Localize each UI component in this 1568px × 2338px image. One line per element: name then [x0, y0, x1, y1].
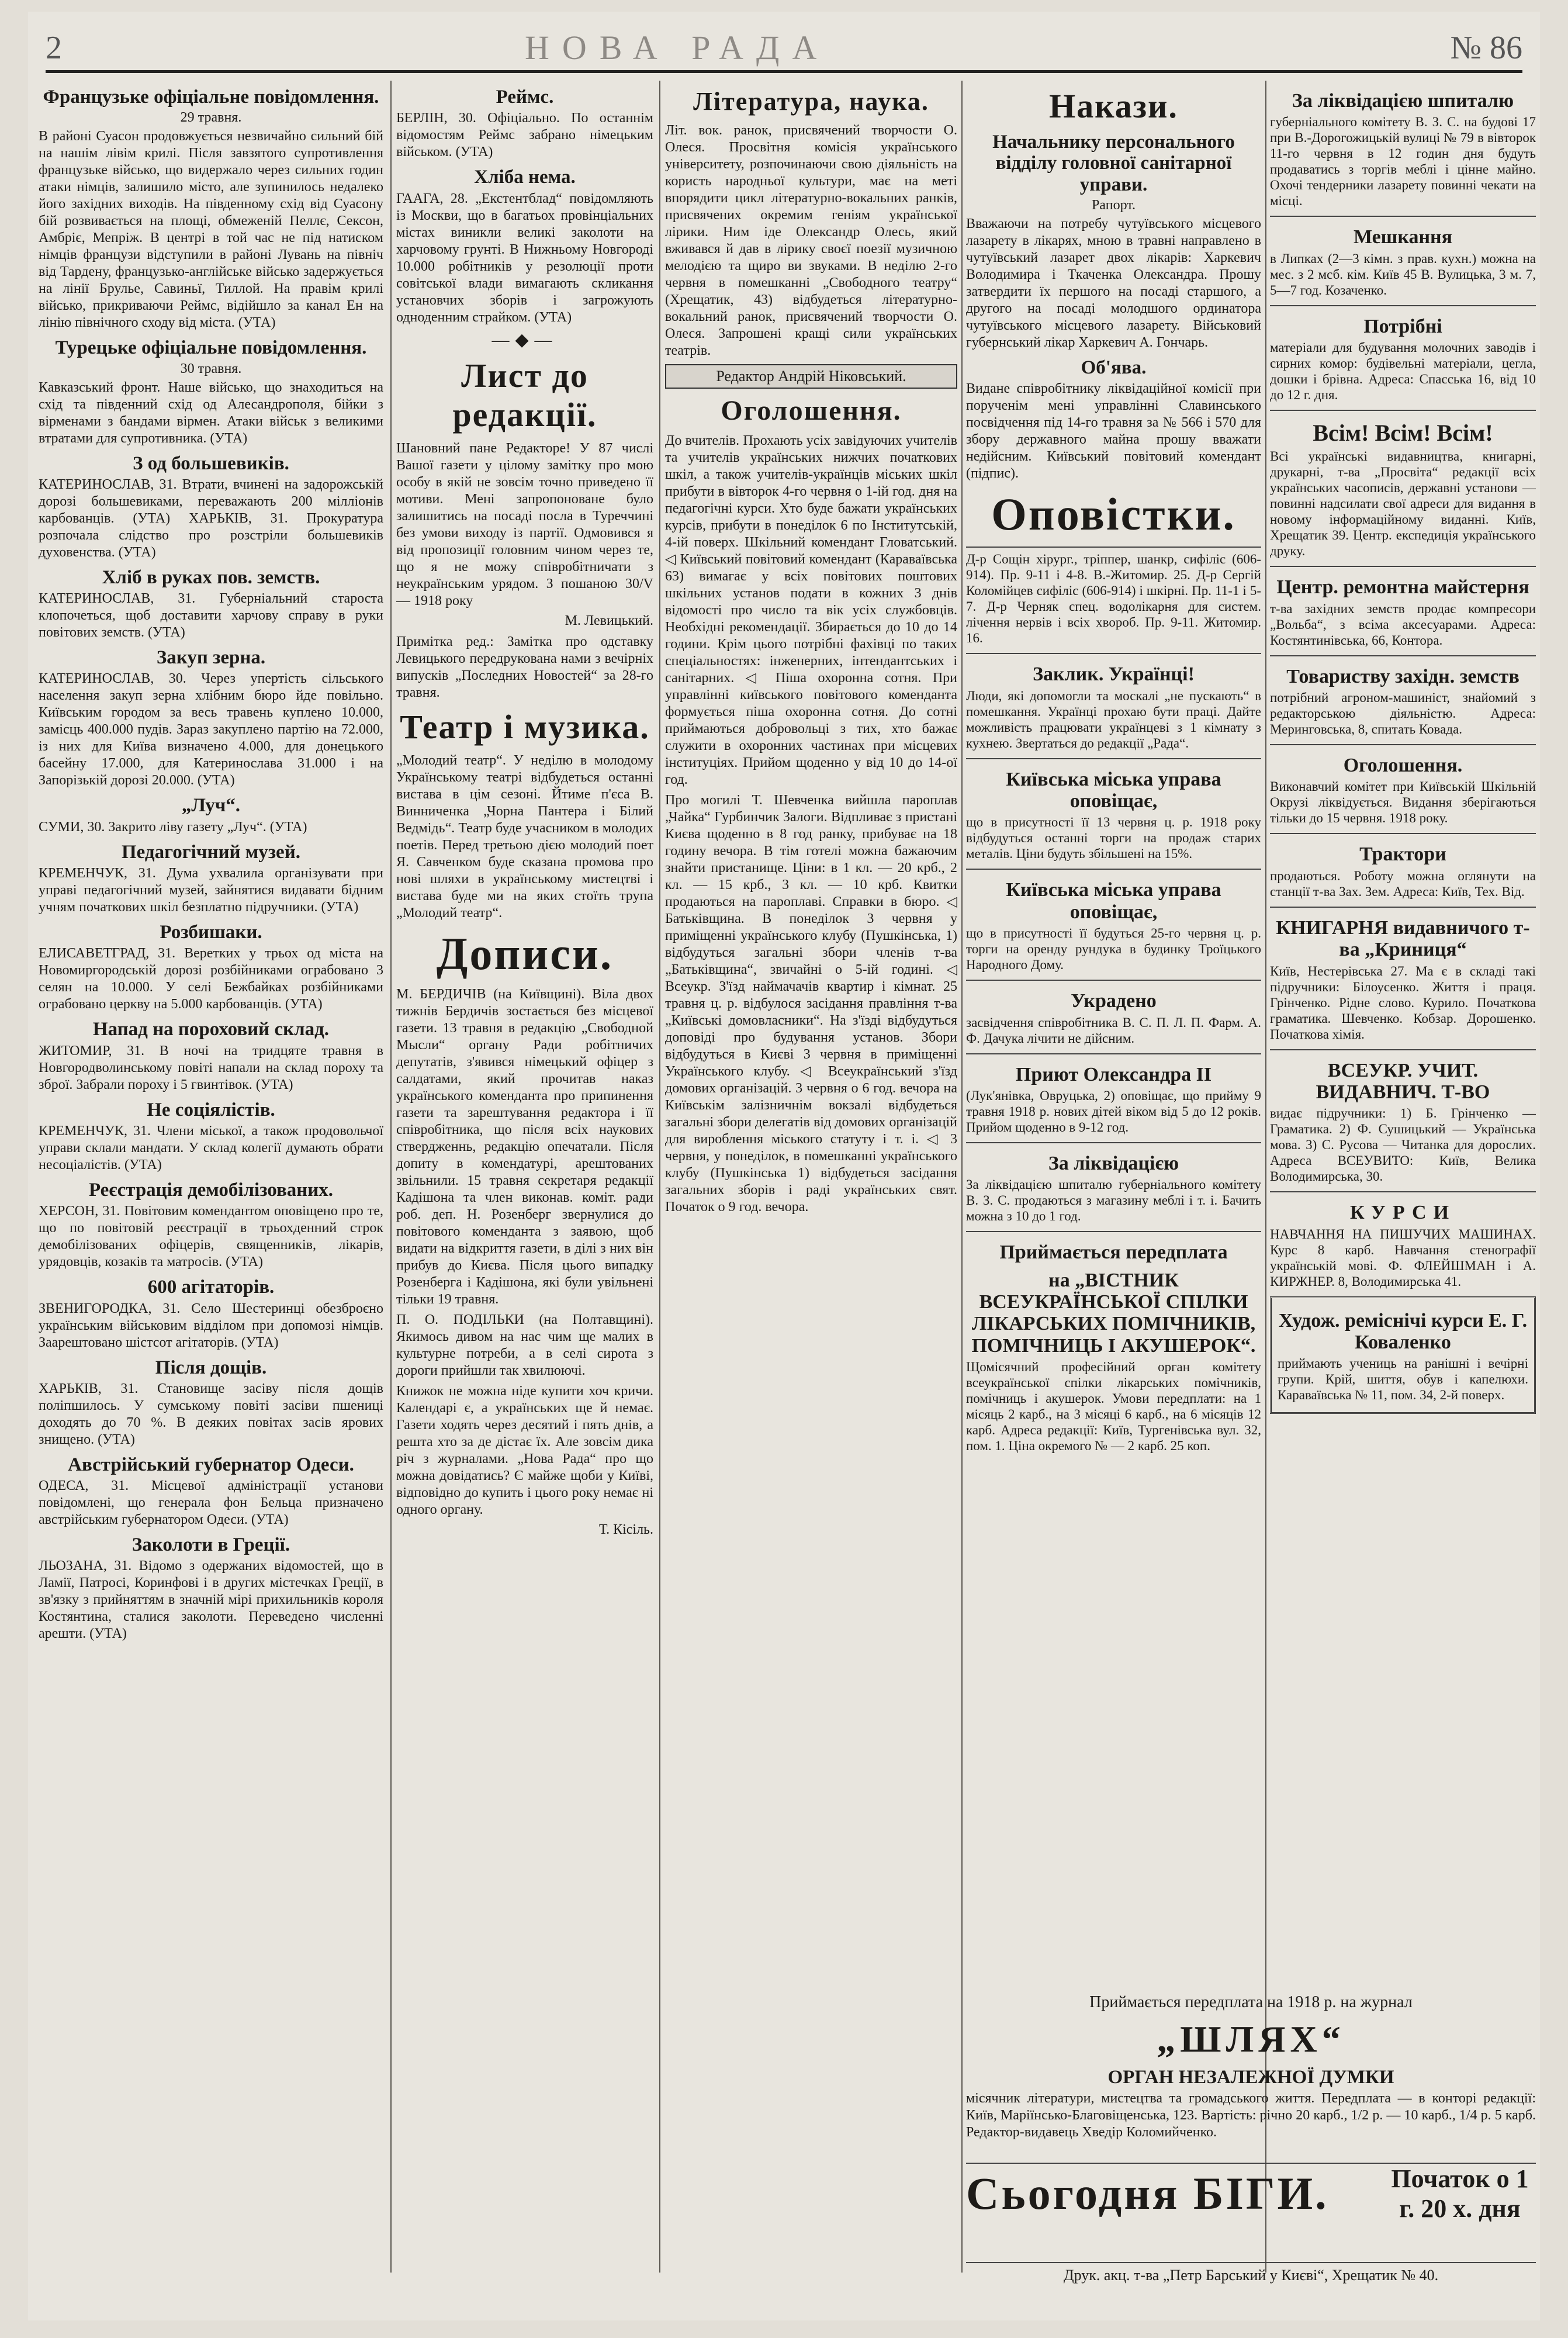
- article-text: КРЕМЕНЧУК, 31. Члени міської, а також продовольчої управи склали мандати. У склад колегії думають обрати несоціалістів. (УТА): [39, 1123, 383, 1173]
- article-title: Заколоти в Греції.: [131, 1534, 290, 1556]
- column-2: [396, 81, 653, 2267]
- article-text: Літ. вок. ранок, присвячений творчости О. Олеся. Просвітня комісія українського університету, розпочинаючи свою діяльність на користь народньої культури, має на меті впорядити цикл літературно-вокальних ранків, присвячених окремим геніям української лірики. Ним іде Олександр Олесь, який вживався й дав в лірику своєї поезії музичною мелодією та щиро ви звуками. В неділю 2-го червня в помешканні „Свободного театру“ (Хрещатик, 43) відбудеться літературно-вокальний ранок, присвячений творчости О. Олеся. Запрошені кращі сили українських театрів.: [665, 123, 957, 358]
- ad-block: [966, 653, 1261, 758]
- ad-block: [1270, 833, 1536, 906]
- ad-title: КУРСИ: [1349, 1202, 1456, 1224]
- newspaper-page: [28, 12, 1540, 2320]
- article-date: 30 травня.: [180, 361, 242, 376]
- journal-name: „ШЛЯХ“: [1157, 2018, 1345, 2060]
- ad-text: в Липках (2—3 кімн. з прав. кухн.) можна на мес. з 2 мсб. кім. Київ 45 В. Вулицька, 3 м. 7, 5—7 год. Козаченко.: [1270, 251, 1536, 298]
- column-divider: [1265, 81, 1266, 2273]
- ad-text: що в присутності її 13 червня ц. р. 1918 року відбудуться останні торги на продаж старих металів. Ціни будуть збільшені на 15%.: [966, 815, 1261, 862]
- article-title: Реєстрація демобілізованих.: [88, 1179, 334, 1201]
- article-text: КАТЕРИНОСЛАВ, 31. Губерніальний староста клопочеться, щоб доставити харчову справу в руки повітових земств. (УТА): [39, 591, 383, 641]
- article-text: ХЕРСОН, 31. Повітовим комендантом оповіщено про те, що по повітовій реєстрації в трьохденний строк демобілізованих офіцерів, священників, лікарів, урядовців, козаків та матросів. (УТА): [39, 1203, 383, 1270]
- article-text: БЕРЛІН, 30. Офіціально. По останнім відомостям Реймс забрано німецьким військом. (УТА): [396, 110, 653, 160]
- ad-text: Виконавчий комітет при Київській Шкільній Окрузі ліквідується. Видання зберігаються тільки до 15 червня. 1918 року.: [1270, 779, 1536, 826]
- article-signature: М. Левицький.: [565, 613, 653, 628]
- ad-block: [1270, 744, 1536, 833]
- section-title: Театр і музика.: [400, 707, 650, 746]
- article-title: Реймс.: [496, 87, 554, 108]
- ad-text: матеріали для будування молочних заводів і сирних комор: будівельні матеріали, цегла, дошки і брівна. Адреса: Спасська 16, від 10 до 12 г. дня.: [1270, 340, 1536, 403]
- races-title: Сьогодня БІГИ.: [966, 2168, 1329, 2219]
- section-title: Література, наука.: [693, 87, 929, 116]
- ad-text: (Лук'янівка, Овруцька, 2) оповіщає, що прийму 9 травня 1918 р. нових дітей віком від 5 до 12 років. Прийом щоденно в 9-12 год.: [966, 1088, 1261, 1135]
- article-title: Об'ява.: [1081, 357, 1147, 378]
- printer-imprint: Друк. акц. т-ва „Петр Барський у Києві“, Хрещатик № 40.: [966, 2262, 1536, 2284]
- ad-block: [1270, 305, 1536, 410]
- ad-text: продаються. Роботу можна оглянути на станції т-ва Зах. Зем. Адреса: Київ, Тех. Від.: [1270, 868, 1536, 899]
- ad-block: [1270, 1191, 1536, 1296]
- article-text: КАТЕРИНОСЛАВ, 30. Через упертість сільського населення закуп зерна хлібним бюро йде повільно. Київським городом за весь травень куплено 10.000, замісць 400.000 пудів. Зараз закуплено партію на 72.000, із них для Київа визначено 4.000, для донецького басейну 17.000, для Катеринослава 31.000 і на Запорізькій дорозі 20.000. (УТА): [39, 671, 383, 788]
- ad-text: За ліквідацією шпиталю губерніального комітету В. З. С. продаються з магазину меблі і т. і. Бачить можна з 10 до 1 год.: [966, 1177, 1261, 1224]
- ad-block: [966, 1142, 1261, 1231]
- masthead: [46, 18, 1522, 73]
- ad-text: місячник літератури, мистецтва та громадського життя. Передплата — в конторі редакції: Київ, Маріїнсько-Благовіщенська, 123. Вартість: річно 20 карб., 1/2 р. — 10 карб., 1/4 р. 5 карб. Редактор-видавець Хведір Коломийченко.: [966, 2091, 1536, 2140]
- article-date: 29 травня.: [180, 110, 242, 126]
- ad-title: ВСЕУКР. УЧИТ. ВИДАВНИЧ. Т-ВО: [1316, 1059, 1490, 1103]
- ad-text: Д-р Сощін хірург., тріппер, шанкр, сифіліс (606-914). Пр. 9-11 і 4-8. В.-Житомир. 25. Д-р Сергій Коломійцев сифіліс (606-914) і шкірні. Пр. 11-1 і 5-7. Д-р Черняк спец. водолікарня для систем. лічення нервів і всіх хвороб. Пр. 9-11. Житомир. 16.: [966, 552, 1261, 646]
- ad-title: Всім! Всім! Всім!: [1313, 420, 1493, 447]
- article-text: Кавказський фронт. Наше військо, що знаходиться на схід та південний схід од Алесандрополя, бійки з вірменами з бандами вірмен. Атаки військ з великими втратами для супротивника. (УТА): [39, 379, 383, 446]
- ad-title: Трактори: [1359, 843, 1446, 866]
- column-1: [39, 81, 383, 2267]
- column-3: [665, 81, 957, 2267]
- ad-text: приймають учениць на ранішні і вечірні групи. Крій, шиття, обув і капелюхи. Караваївська № 11, пом. 34, 2-й поверх.: [1278, 1356, 1528, 1403]
- column-divider: [390, 81, 392, 2273]
- article-title: Після дощів.: [155, 1357, 267, 1378]
- ad-title: За ліквідацією: [1048, 1152, 1179, 1174]
- article-title: Педагогічний музей.: [122, 841, 300, 863]
- column-4: [966, 81, 1261, 2267]
- article-title: Французьке офіціальне повідомлення.: [43, 87, 379, 108]
- ad-text: потрібний агроном-машиніст, знайомий з редакторською діяльністю. Адреса: Меринговська, 8, спитать Ковада.: [1270, 690, 1536, 736]
- editor-note: Примітка ред.: Замітка про одставку Левицького передрукована нами з вечірніх випусків „Последних Новостей“ за 28-го травня.: [396, 634, 653, 700]
- article-text: КРЕМЕНЧУК, 31. Дума ухвалила організувати при управі педагогічний музей, зайнятися видавати бідним учням початкових шкіл безплатно підручники. (УТА): [39, 866, 383, 915]
- section-title: Оголошення.: [721, 395, 902, 426]
- article-text: В районі Суасон продовжується незвичайно сильний бій на нашім лівім крилі. Після завзятого супротивлення французьке військо, що видержало через сильних годин атаки німців, залишило місто, але зупинилось недалеко його західних виходів. На південному схід від Суасону бій розвивається на площі, обмеженій Пеллє, Сексон, Амбріє, Мепріж. В центрі в той час не під натиском німців французи відступили в районі Лувань на північ від Тардену, французько-англійське військо задержується на лінії Брулье, Савиньї, Тиллой. На правім крилі військо, прикриваючи Реймс, відійшло за канал Ен на лінію північного сходу від міста. (УТА): [39, 129, 383, 331]
- ad-title: Приймається передплата: [999, 1241, 1228, 1264]
- ad-text: Київ, Нестерівська 27. Ма є в складі такі підручники: Білоусенко. Життя і праця. Грінченко. Рідне слово. Курило. Початкова граматика. Шевченко. Кобзар. Дорошенко. Початкова хімія.: [1270, 963, 1536, 1042]
- article-title: Напад на пороховий склад.: [92, 1019, 330, 1040]
- article-text: Шановний пане Редакторе! У 87 числі Вашої газети у цілому замітку про мою особу в якій не зовсім точно приведено її мотиви. Мені запропоноване було залишитись на посаді посла в Туреччині без умови виходу із партії. Одмовився я від пропозиції головним чином через те, що я не можу співробітничати з неукраїнським урядом. З пошаною 30/V — 1918 року: [396, 440, 653, 608]
- article-text: ЗВЕНИГОРОДКА, 31. Село Шестеринці обезброєно українським військовим відділом при допомозі німців. Заарештовано шістсот агітаторів. (УТА): [39, 1301, 383, 1350]
- ad-title: Потрібні: [1363, 315, 1442, 337]
- ad-block: [1270, 410, 1536, 566]
- newspaper-name: НОВА РАДА: [525, 29, 830, 67]
- ad-title: Украдено: [1071, 990, 1157, 1012]
- ad-title: Оголошення.: [1343, 754, 1463, 776]
- article-label: Рапорт.: [1092, 197, 1136, 213]
- article-title: Розбишаки.: [160, 922, 262, 943]
- article-title: Хліб в руках пов. земств.: [102, 566, 320, 588]
- ad-text: що в присутності її будуться 25-го червня ц. р. торги на оренду рундука в будинку Троїцького Народного Дому.: [966, 926, 1261, 973]
- races-time: Початок о 1 г. 20 х. дня: [1391, 2164, 1529, 2223]
- article-text: ЕЛИСАВЕТГРАД, 31. Веретких у трьох од міста на Новомиргородській дорозі розбійниками ограбовано 3 селян на 10.000. У селі Бежбайках розбійниками ограбовано церкву на 5.000 карбованців. (УТА): [39, 946, 383, 1012]
- ad-text: Всі українські видавництва, книгарні, друкарні, т-ва „Просвіта“ редакції всіх українських часописів, державні установи — повинні надсилати свої адреси для видання в новому інформаційному виданні. Київ, Хрещатик 39. Центр. експедиція українського друку.: [1270, 449, 1536, 559]
- journal-subtitle: ОРГАН НЕЗАЛЕЖНОЇ ДУМКИ: [1107, 2067, 1394, 2088]
- issue-number: № 86: [1450, 30, 1522, 66]
- section-title: Накази.: [1049, 87, 1178, 125]
- ad-title: Товариству західн. земств: [1286, 665, 1519, 687]
- article-text: „Молодий театр“. У неділю в молодому Українському театрі відбудеться останні вистава в цім сезоні. Йтиме п'єса В. Винниченка „Чорна Пантера і Білий Ведмідь“. Театр буде учасником в молодих поетів. Перед третьою дією молодий поет Я. Савченком буде сказана промова про нові шляхи в українському мистецтві і вистава буде ми на яких стоїть трупа „Молодий театр“.: [396, 752, 653, 921]
- ad-text: т-ва західних земств продає компресори „Вольба“, з всіма аксесуарами. Адреса: Костянтинівська, 66, Контора.: [1270, 601, 1536, 648]
- article-text: СУМИ, 30. Закрито ліву газету „Луч“. (УТА): [39, 819, 307, 835]
- column-5: [1270, 81, 1536, 2267]
- ad-title: Київська міська управа оповіщає,: [1006, 879, 1221, 923]
- ad-block: [966, 547, 1261, 653]
- article-text: До вчителів. Прохають усіх завідуючих учителів та учителів українських нижчих початкових шкіл, а також учителів-українців міських шкіл прибути в вівторок 4-го червня о 1-ій год. дня на педагогічні курси. Хто буде бажати українських курсів, прибути в понеділок 6 по Інститутській, 4-ій поверх. Шкільний комендант Гловатський. ◁ Київський повітовий комендант (Караваївська 63) вимагає у всіх повітових поштових шкільних установ подати в кожних 3 днів відомості про число та вік усіх службовців. Необхідні рекомендації. Збирається до 10 до 14 години. Крім цього потрібні фахівці по таких спеціальностях: інженерних, інтендантських і санітарних. ◁ Піша охоронна сотня. При управлінні київського повітового коменданта формується піша охоронна сотня. До сотні приймаються добровольці з тих, хто бажає служити в охоронних частинах при місцевих інституціях. Прийом щоденно у від 10 до 14-ої год.: [665, 433, 957, 787]
- column-divider: [961, 81, 963, 2273]
- article-title: Закуп зерна.: [156, 647, 266, 669]
- article-text: Про могилі Т. Шевченка вийшла пароплав „Чайка“ Гурбинчик Залоги. Відпливає з пристані Києва щоденно в 8 год ранку, прибуває на 18 годину вечора. В тім готелі можна бажаючим знайти пристанище. Ціни: в 1 кл. — 20 крб., 2 кл. — 15 крб., 3 кл. — 10 крб. Квитки продаються на пароплаві. Справки в бюро. ◁ Батьківщина. В понеділок 3 червня у приміщенні українського клубу (Пушкінська, 1) відбудуться загальні збори членів т-ва „Батьківщина“, звичайні о 5-ій годині. ◁ Всеукр. З'їзд наймачачів квартир і кімнат. 25 травня ц. р. відбулося засідання правління т-ва „Київські домовласники“. На з'їзді відбудуться доповіді про будування установ. Збори відбудуться в Києві 3 червня в приміщенні Українського клубу. ◁ Всеукраїнський з'їзд домових організацій. 3 червня о 6 год. вечора на Київськім залізничнім вокзалі відбудеться загальні збори делегатів від домових організацій для вироблення міського статуту і т. і. ◁ 3 червня, у понеділок, в помешканні українського клубу (Пушкінська 1) відбудеться засідання загальних зборів і раді українських свят. Початок о 9 год. вечора.: [665, 793, 957, 1215]
- article-text: ЖИТОМИР, 31. В ночі на тридцяте травня в Новгородволинському повіті напали на склад пороху та зброї. Забрали пороху і 5 гвинтівок. (УТА): [39, 1043, 383, 1092]
- ad-title: Худож. реміснічі курси Е. Г. Коваленко: [1278, 1309, 1528, 1354]
- section-title: Оповістки.: [991, 489, 1236, 540]
- ad-block: [1270, 655, 1536, 744]
- ad-text: Люди, які допомогли та москалі „не пускають“ в помешкання. Українці прохаю бути праці. Дайте можливість працювати українцеві з 1 кімнату з кухнею. Звертаться до редакції „Рада“.: [966, 688, 1261, 750]
- ad-title: Мешкання: [1353, 226, 1453, 248]
- article-text: ГААГА, 28. „Екстентблад“ повідомляють із Москви, що в багатьох провінціальних містах виникли великі заколоти на харчовому грунті. В Нижньому Новгороді 10.000 робітників у резолюції проти совітської влади вимагають скликання установчих зборів і загрожують одноденним страйком. (УТА): [396, 191, 653, 325]
- article-text: ОДЕСА, 31. Місцевої адміністрації установи повідомлені, що генерала фон Бельца призначено австрійським губернатором Одеси. (УТА): [39, 1478, 383, 1528]
- section-ornament: —◆—: [491, 330, 558, 350]
- article-title: „Луч“.: [181, 795, 241, 817]
- article-text: ЛЬОЗАНА, 31. Відомо з одержаних відомостей, що в Ламії, Патросі, Коринфові і в других містечках Греції, в зв'язку з прийняттям в значній мірі прихильників короля Костянтина, сталися заколоти. Переведено численні арешти. (УТА): [39, 1558, 383, 1642]
- article-title: З од большевиків.: [133, 452, 289, 474]
- journal-ad: [966, 1993, 1536, 2145]
- ad-block: [1270, 81, 1536, 216]
- page-number: 2: [46, 30, 62, 66]
- ad-subtitle: на „ВІСТНИК ВСЕУКРАЇНСЬКОЇ СПІЛКИ ЛІКАРСЬКИХ ПОМІЧНИКІВ, ПОМІЧНИЦЬ І АКУШЕРОК“.: [971, 1269, 1256, 1357]
- ad-block: [1270, 216, 1536, 305]
- article-text: Вважаючи на потребу чутуївського місцевого лазарету в лікарях, мною в травні направлено в чутуївський лазарет двох лікарів: Харкевич Володимира і Ткаченка Олександра. Прошу затвердити їх першого на посаді старшого, а другого на посаді молодшого ординатора чутуївського місцевого лазарету. Військовий губернський лікар Харкевич А. Гончарь.: [966, 216, 1261, 350]
- ad-title: Заклик. Українці!: [1033, 663, 1195, 686]
- article-title: Австрійський губернатор Одеси.: [68, 1454, 354, 1475]
- ad-title: КНИГАРНЯ видавничого т-ва „Криниця“: [1276, 916, 1530, 961]
- ad-text: НАВЧАННЯ НА ПИШУЧИХ МАШИНАХ. Курс 8 карб. Навчання стенографії українській мові. Ф. ФЛЕЙШМАН і А. КИРЖНЕР. 8, Володимирська 41.: [1270, 1226, 1536, 1289]
- ad-text: Щомісячний професійний орган комітету всеукраїнської спілки лікарських помічників, помічниць і акушерок. Умови передплати: на 1 місяць 2 карб., на 3 місяці 6 карб., на 6 місяців 12 карб. Адреса редакції: Київ, Тургенівська вул. 32, пом. 1. Ціна окремого № — 2 карб. 25 коп.: [966, 1360, 1261, 1454]
- article-text: Книжок не можна ніде купити хоч кричи. Календарі є, а українських ще й немає. Газети ходять через десятий і пять днів, а решта хто за де дістає їх. Але зовсім дика річ з журналами. „Нова Рада“ про що можна довідатись? Є майже щоби у Київі, відповідно до купить і цього року немає ні одного органу.: [396, 1383, 653, 1517]
- ad-block: [966, 758, 1261, 869]
- article-title: 600 агітаторів.: [147, 1277, 275, 1298]
- article-text: П. О. ПОДІЛЬКИ (на Полтавщині). Якимось дивом на нас чим ще малих в культурне потреби, а в селі сирота з дороги прийшли так хвилюючі.: [396, 1312, 653, 1378]
- article-title: Турецьке офіціальне повідомлення.: [55, 337, 367, 359]
- section-title: Лист до редакції.: [452, 356, 597, 434]
- ad-block: [966, 1231, 1261, 1461]
- ad-text: засвідчення співробітника В. С. П. Л. П. Фарм. А. Ф. Дачука лічити не дійсним.: [966, 1015, 1261, 1046]
- article-text: ХАРЬКІВ, 31. Становище засіву після дощів поліпшилось. У сумському повіті засіви пшениці доходять до 70 %. В деяких повітах засів ярових знищено. (УТА): [39, 1381, 383, 1447]
- article-title: Хліба нема.: [474, 167, 576, 188]
- ad-block: [966, 869, 1261, 980]
- article-text: Видане співробітнику ліквідаційної комісії при порученім мені управлінні Славинського посвідчення під 14-го травня за № 566 і 570 для збору державного майна прошу вважати недійсним. Київський повітовий комендант (підпис).: [966, 381, 1261, 482]
- ad-block: [966, 980, 1261, 1053]
- article-signature: Т. Кісіль.: [598, 1521, 653, 1537]
- ad-title: За ліквідацією шпиталю: [1292, 90, 1514, 112]
- article-text: КАТЕРИНОСЛАВ, 31. Втрати, вчинені на задорожській дорозі большевиками, переважають 200 мілліонів карбованців. (УТА) ХАРЬКІВ, 31. Прокуратура розпочала слідство про розстріли большевиків духовенства. (УТА): [39, 476, 383, 560]
- ad-title: Приймається передплата на 1918 р. на журнал: [1089, 1993, 1413, 2011]
- article-subtitle: Начальнику персонального відділу головної санітарної управи.: [992, 132, 1235, 195]
- section-title: Дописи.: [436, 928, 614, 979]
- article-title: Не соціялістів.: [147, 1099, 275, 1120]
- ad-block: [1270, 1296, 1536, 1414]
- ad-block: [1270, 566, 1536, 655]
- ad-block: [1270, 1049, 1536, 1192]
- ad-block: [1270, 907, 1536, 1049]
- column-divider: [659, 81, 660, 2273]
- ad-title: Центр. ремонтна майстерня: [1276, 576, 1529, 599]
- ad-title: Київська міська управа оповіщає,: [1006, 768, 1221, 812]
- ad-block: [966, 1053, 1261, 1142]
- races-ad: [966, 2163, 1536, 2223]
- ad-text: видає підручники: 1) Б. Грінченко — Граматика. 2) Ф. Сушицький — Українська мова. 3) С. Русова — Читанка для дорослих. Адреса ВСЕУВИТО: Київ, Велика Володимирська, 30.: [1270, 1106, 1536, 1184]
- ad-title: Приют Олександра II: [1015, 1063, 1212, 1085]
- article-text: М. БЕРДИЧІВ (на Київщині). Віла двох тижнів Бердичів зостається без місцевої газети. 13 травня в редакцію „Свободной Мысли“ органу Ради робітничих депутатів, з'явився німецький офіцер з салдатами, який прочитав наказ українського коменданта про припинення газети та зарештування редактора і її співробітника, що після всіх наукових ствердженнь, редакцію опечатали. Після допиту в комендатурі, арештованих звільнили. 15 травня секретаря редакції Кадішона та член виконав. коміт. ради роб. деп. Н. Розенберг звернулися до повітового коменданта з заявою, щоб видати на відкриття газети, в ділі з них він прибув до Києва. Після цього випадку Розенберга і Кадішона, які були увільнені тільки 19 травня.: [396, 986, 653, 1307]
- ad-text: губерніального комітету В. З. С. на будові 17 при В.-Дорогожицькій вулиці № 79 в вівторок 11-го червня в 12 годин дня будуть продаватись з торгів меблі і цінне майно. Охочі тендерники лазарету повинні чекати на місці.: [1270, 115, 1536, 209]
- editor-line: Редактор Андрій Ніковський.: [665, 364, 957, 389]
